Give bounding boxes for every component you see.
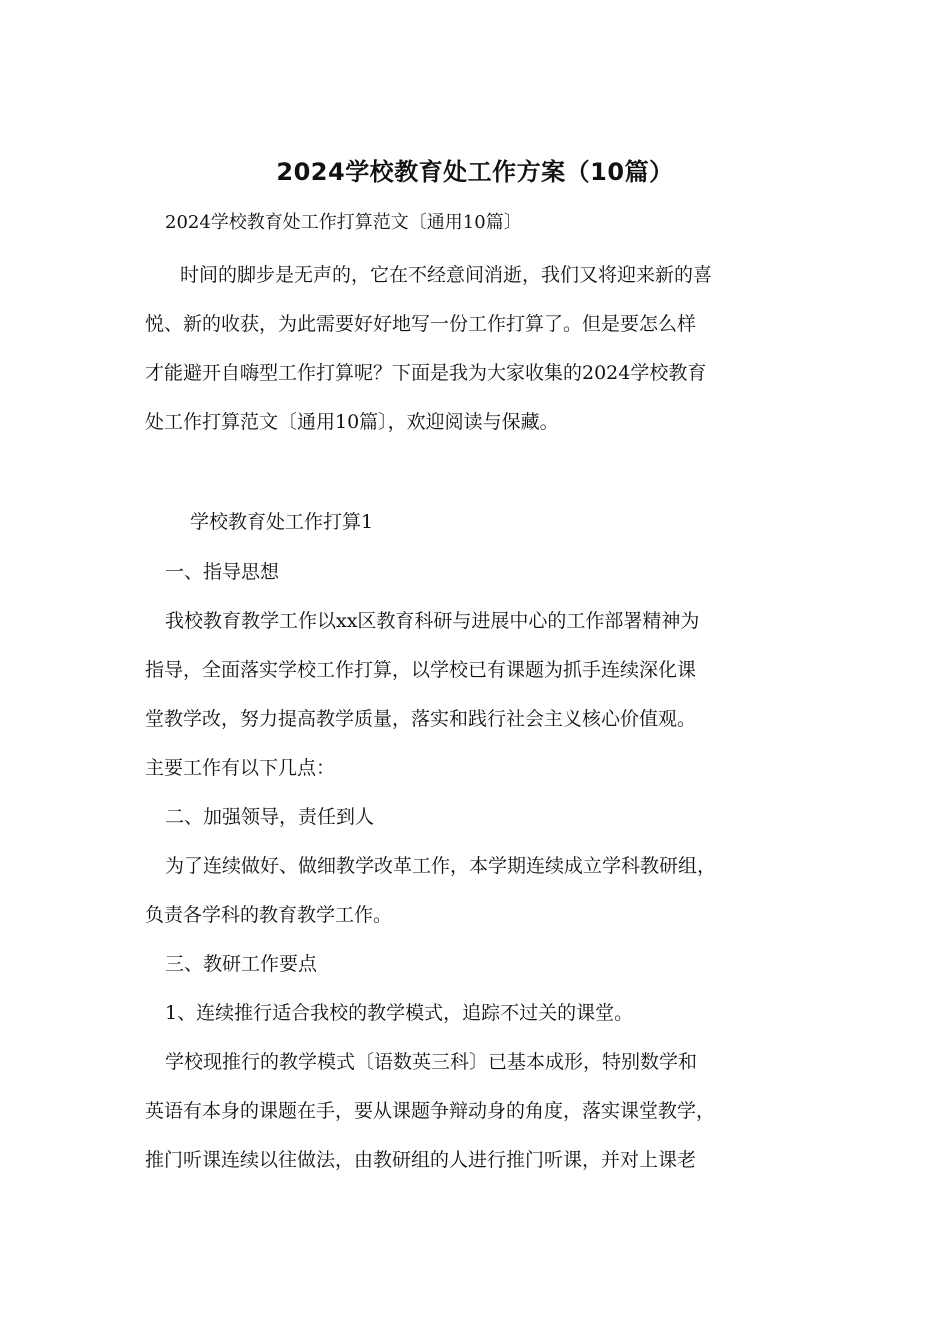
document-subtitle: 2024学校教育处工作打算范文〔通用10篇〕 <box>165 212 522 233</box>
intro-line: 处工作打算范文〔通用10篇〕，欢迎阅读与保藏。 <box>145 411 559 433</box>
body-line: 为了连续做好、做细教学改革工作，本学期连续成立学科教研组， <box>165 855 717 877</box>
body-line: 堂教学改，努力提高教学质量，落实和践行社会主义核心价值观。 <box>145 708 697 730</box>
section-body <box>145 548 810 1185</box>
intro-paragraph <box>145 251 810 447</box>
intro-line: 悦、新的收获，为此需要好好地写一份工作打算了。但是要怎么样 <box>145 313 697 335</box>
body-line: 1、连续推行适合我校的教学模式，追踪不过关的课堂。 <box>165 1002 634 1024</box>
body-line: 推门听课连续以往做法，由教研组的人进行推门听课，并对上课老 <box>145 1149 697 1171</box>
section-heading: 学校教育处工作打算1 <box>190 511 374 533</box>
heading-research-points: 三、教研工作要点 <box>165 953 318 975</box>
body-line: 负责各学科的教育教学工作。 <box>145 904 393 926</box>
body-line: 我校教育教学工作以xx区教育科研与进展中心的工作部署精神为 <box>165 610 700 632</box>
body-line: 主要工作有以下几点： <box>145 757 336 779</box>
intro-line: 时间的脚步是无声的，它在不经意间消逝，我们又将迎来新的喜 <box>180 264 713 286</box>
body-line: 学校现推行的教学模式〔语数英三科〕已基本成形，特别数学和 <box>165 1051 698 1073</box>
body-line: 英语有本身的课题在手，要从课题争辩动身的角度，落实课堂教学， <box>145 1100 716 1122</box>
heading-leadership: 二、加强领导，责任到人 <box>165 806 375 828</box>
body-line: 指导，全面落实学校工作打算，以学校已有课题为抓手连续深化课 <box>145 659 697 681</box>
intro-line: 才能避开自嗨型工作打算呢？下面是我为大家收集的2024学校教育 <box>145 362 707 384</box>
document-title: 2024学校教育处工作方案（10篇） <box>276 158 674 186</box>
heading-guiding-thought: 一、指导思想 <box>165 561 280 583</box>
